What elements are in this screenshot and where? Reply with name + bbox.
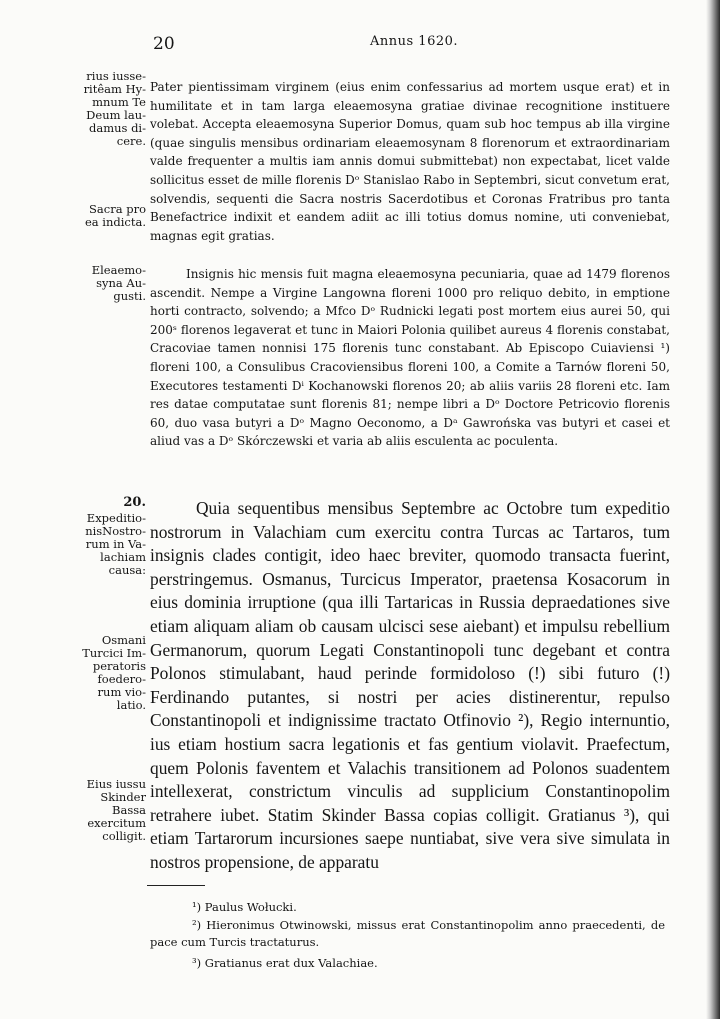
footnote: ³) Gratianus erat dux Valachiae.	[192, 956, 378, 970]
running-title: Annus 1620.	[370, 34, 459, 49]
footnote-rule	[147, 885, 205, 886]
margin-note: Osmani Turcici Im- peratoris foedero- rum vio- latio.	[82, 633, 146, 712]
margin-note: Eius iussu Skinder Bassa exercitum colligit.	[86, 777, 146, 843]
footnote: ¹) Paulus Wołucki.	[192, 900, 297, 914]
margin-note: Sacra pro ea indicta.	[84, 202, 146, 229]
paragraph: Insignis hic mensis fuit magna eleaemosyna pecuniaria, quae ad 1479 florenos ascendit. Nempe a Virgine Langowna floreni 1000 pro reliquo debito, in emptione horti contracto, solvendo; a Mfco Dᵒ Rudnicki legati post mortem eius aurei 50, qui 200ˢ florenos legaverat et tunc in Maiori Polonia quilibet aureus 4 florenis constabat, Cracoviae tamen nonnisi 175 florenis tunc constabant. Ab Episcopo Cuiaviensi ¹) floreni 100, a Consulibus Cracoviensibus floreni 100, a Comite a Tarnów floreni 50, Executores testamenti Dⁱ Kochanowski florenos 20; ab aliis variis 28 floreni etc. Iam res datae computatae sunt florenis 81; nempe libri a Dᵒ Doctore Petricovio florenis 60, duo vasa butyri a Dᵒ Magno Oeconomo, a Dᵃ Gawrońska vas butyri et casei et aliud vas a Dᵒ Skórczewski et varia ab aliis esculenta ac poculenta.	[150, 267, 670, 449]
page-number: 20	[153, 34, 175, 54]
footnote: ²) Hieronimus Otwinowski, missus erat Constantinopolim anno praecedenti, de pace cum Turcis tractaturus.	[150, 918, 665, 949]
margin-note-section-number: 20.	[123, 495, 146, 510]
margin-note: Expeditio- nisNostro- rum in Va- lachiam causa:	[85, 511, 146, 577]
margin-note: Eleaemo- syna Au- gusti.	[91, 263, 146, 303]
page-edge-shadow	[706, 0, 720, 1019]
paragraph: Quia sequentibus mensibus Septembre ac Octobre tum expeditio nostrorum in Valachiam cum exercitu contra Turcas ac Tartaros, tum insignis clades contigit, ideo haec breviter, quomodo transacta fuerint, perstringemus. Osmanus, Turcicus Imperator, praetensa Kosacorum in eius dominia irruptione (qua illi Tartaricas in Russia depraedationes sive etiam aliquam aliam ob causam ulcisci sese aiebant) et impulsu rebellium Germanorum, quorum Legati Constantinopoli tunc degebant et contra Polonos stimulabant, haud perinde formidoloso (!) sibi futuro (!) Ferdinando putantes, si nostri per acies distinerentur, repulso Constantinopoli et indignissime tractato Otfinovio ²), Regio internuntio, ius etiam hostium sacra legationis et fas gentium violavit. Praefectum, quem Polonis faventem et Valachis transitionem ad Polonos suadentem intellexerat, constrictum vinculis ad supplicium Constantinopolim retrahere iubet. Statim Skinder Bassa copias colligit. Gratianus ³), qui etiam Tartarorum incursiones saepe nuntiabat, sive vera sive simulata in nostros propensione, de apparatu	[150, 498, 670, 872]
margin-note: rius iusse- ritêam Hy- mnum Te Deum lau- damus di- cere.	[83, 69, 146, 148]
paragraph: Pater pientissimam virginem (eius enim confessarius ad mortem usque erat) et in humilitate et in tam larga eleaemosyna gratiae divinae recognitione instituere volebat. Accepta eleaemosyna Superior Domus, quam sub hoc tempus ab illa virgine (quae singulis mensibus ordinariam eleaemosynam 8 florenorum et extraordinariam valde frequenter a multis iam annis domui submittebat) non expectabat, licet valde sollicitus esset de mille florenis Dᵒ Stanislao Rabo in Septembri, sicut convetum erat, solvendis, sequenti die Sacra nostris Sacerdotibus et Coronas Fratribus pro tanta Benefactrice indixit et eandem adiit ac illi totius domus nomine, uti conveniebat, magnas egit gratias.	[150, 80, 670, 243]
